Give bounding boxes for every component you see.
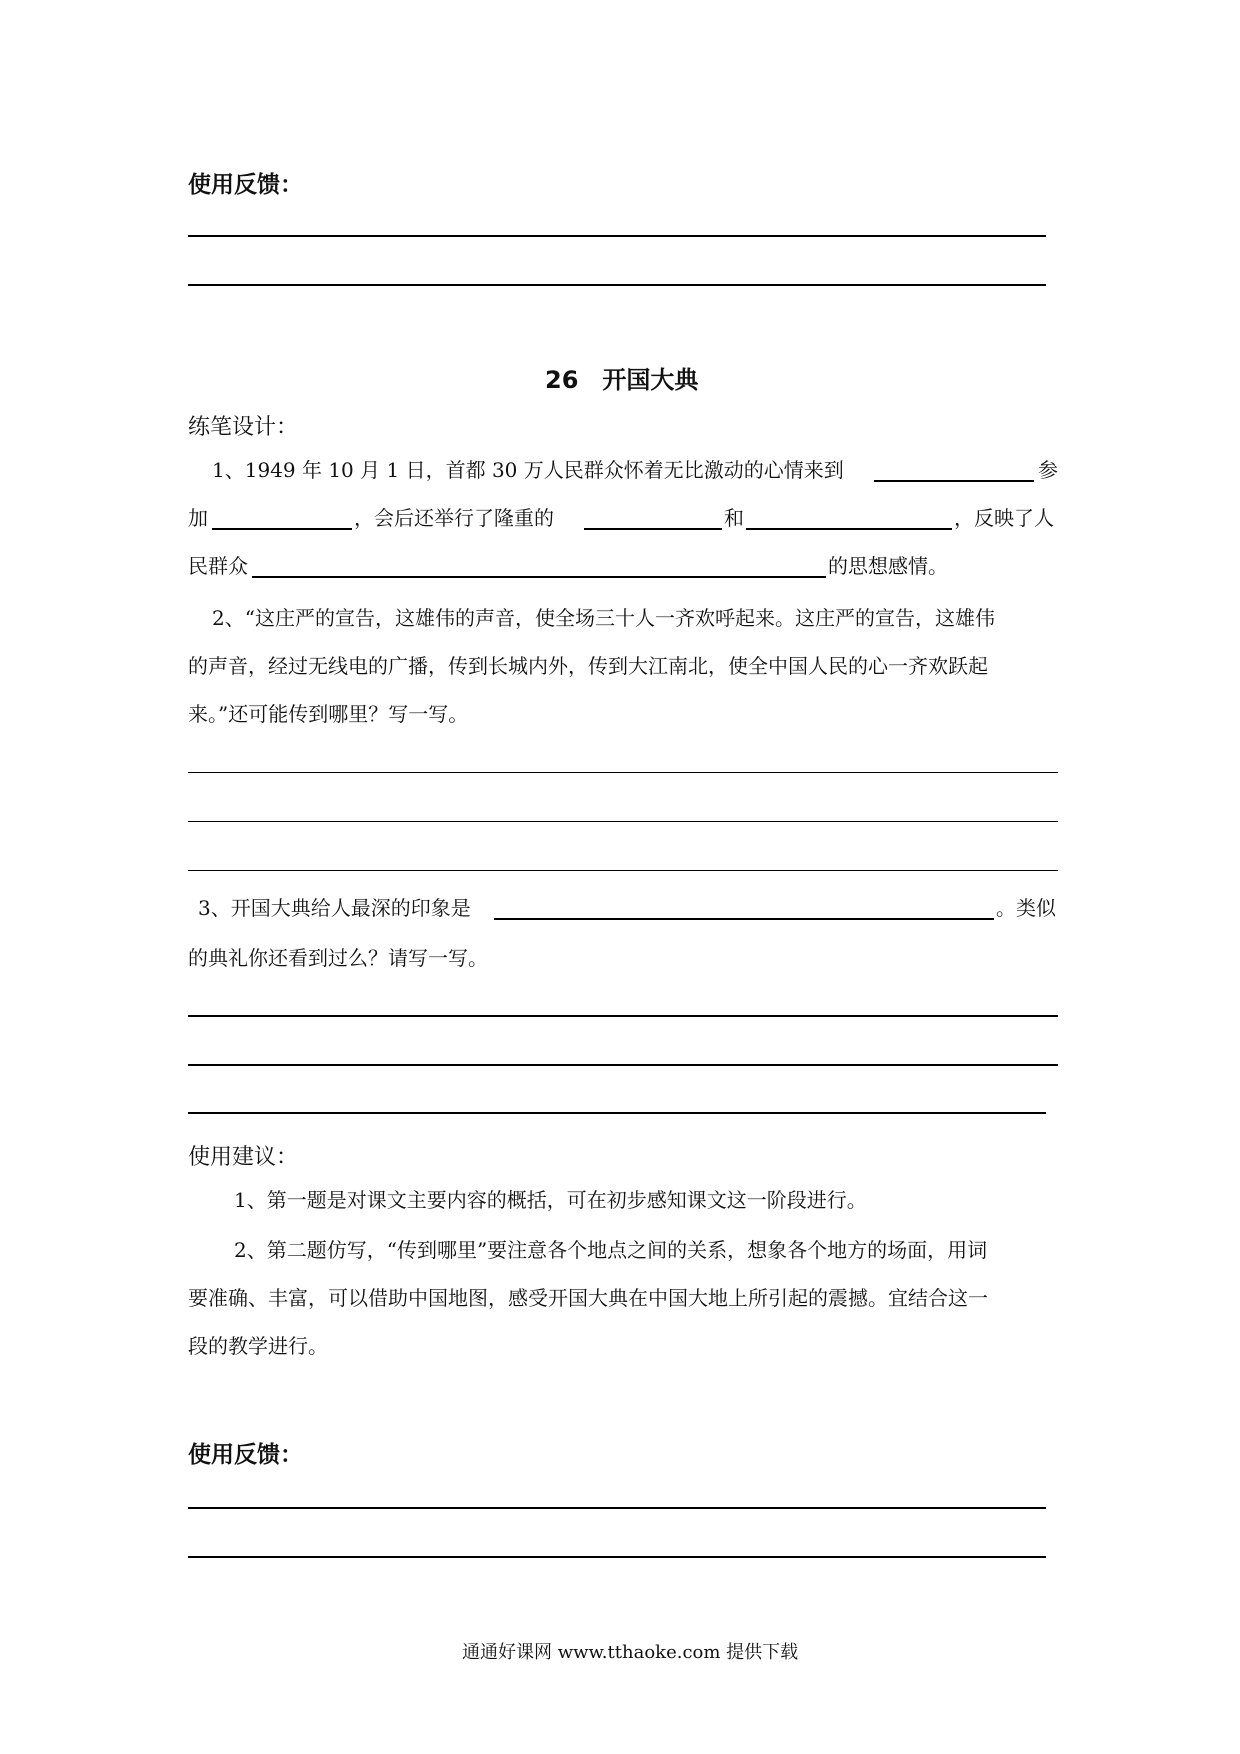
q1-blank-ceremony-1: [584, 528, 722, 530]
suggestion-1: 1、第一题是对课文主要内容的概括，可在初步感知课文这一阶段进行。: [234, 1188, 867, 1212]
suggestion-2-line3: 段的教学进行。: [188, 1334, 328, 1358]
footer-credit: 通通好课网 www.tthaoke.com 提供下载: [462, 1642, 799, 1663]
q1-blank-feelings: [252, 576, 826, 578]
q1-line1-end: 参: [1038, 458, 1058, 482]
q3-answer-line-3: [188, 1112, 1046, 1114]
bottom-feedback-heading: 使用反馈：: [188, 1442, 303, 1468]
q3-line2: 的典礼你还看到过么？请写一写。: [188, 946, 488, 970]
q2-answer-line-1: [188, 772, 1058, 773]
exercise-heading: 练笔设计：: [188, 415, 299, 440]
top-feedback-line-2: [188, 284, 1046, 286]
q3-answer-line-2: [188, 1064, 1058, 1066]
q3-line1-end: 。类似: [996, 896, 1056, 920]
lesson-title: 26 开国大典: [545, 366, 699, 394]
q1-line3-end: 的思想感情。: [828, 554, 948, 578]
bottom-feedback-line-2: [188, 1556, 1046, 1558]
q1-line2-and: 和: [724, 506, 744, 530]
q1-blank-place: [874, 480, 1034, 482]
suggestions-heading: 使用建议：: [188, 1145, 299, 1170]
top-feedback-line-1: [188, 235, 1046, 237]
q3-answer-line-1: [188, 1015, 1058, 1017]
bottom-feedback-line-1: [188, 1507, 1046, 1509]
q2-line3: 来。”还可能传到哪里？写一写。: [188, 702, 469, 726]
q2-answer-line-3: [188, 870, 1058, 871]
q1-blank-ceremony-2: [746, 528, 952, 530]
q1-line1-text: 1、1949 年 10 月 1 日，首都 30 万人民群众怀着无比激动的心情来到: [212, 458, 844, 482]
q1-line2-end: ，反映了人: [954, 506, 1054, 530]
q2-line2: 的声音，经过无线电的广播，传到长城内外，传到大江南北，使全中国人民的心一齐欢跃起: [188, 654, 988, 678]
q2-line1: 2、“这庄严的宣告，这雄伟的声音，使全场三十人一齐欢呼起来。这庄严的宣告，这雄伟: [212, 606, 995, 630]
top-feedback-heading: 使用反馈：: [188, 172, 303, 198]
q3-blank-impression: [494, 918, 994, 920]
q2-answer-line-2: [188, 821, 1058, 822]
q1-line2-mid: ，会后还举行了隆重的: [354, 506, 554, 530]
suggestion-2-line2: 要准确、丰富，可以借助中国地图，感受开国大典在中国大地上所引起的震撼。宜结合这一: [188, 1286, 988, 1310]
suggestion-2-line1: 2、第二题仿写，“传到哪里”要注意各个地点之间的关系，想象各个地方的场面，用词: [234, 1238, 988, 1262]
q1-line3-start: 民群众: [188, 554, 248, 578]
q3-line1-text: 3、开国大典给人最深的印象是: [198, 896, 471, 920]
q1-blank-event: [212, 528, 352, 530]
q1-line2-start: 加: [188, 506, 208, 530]
